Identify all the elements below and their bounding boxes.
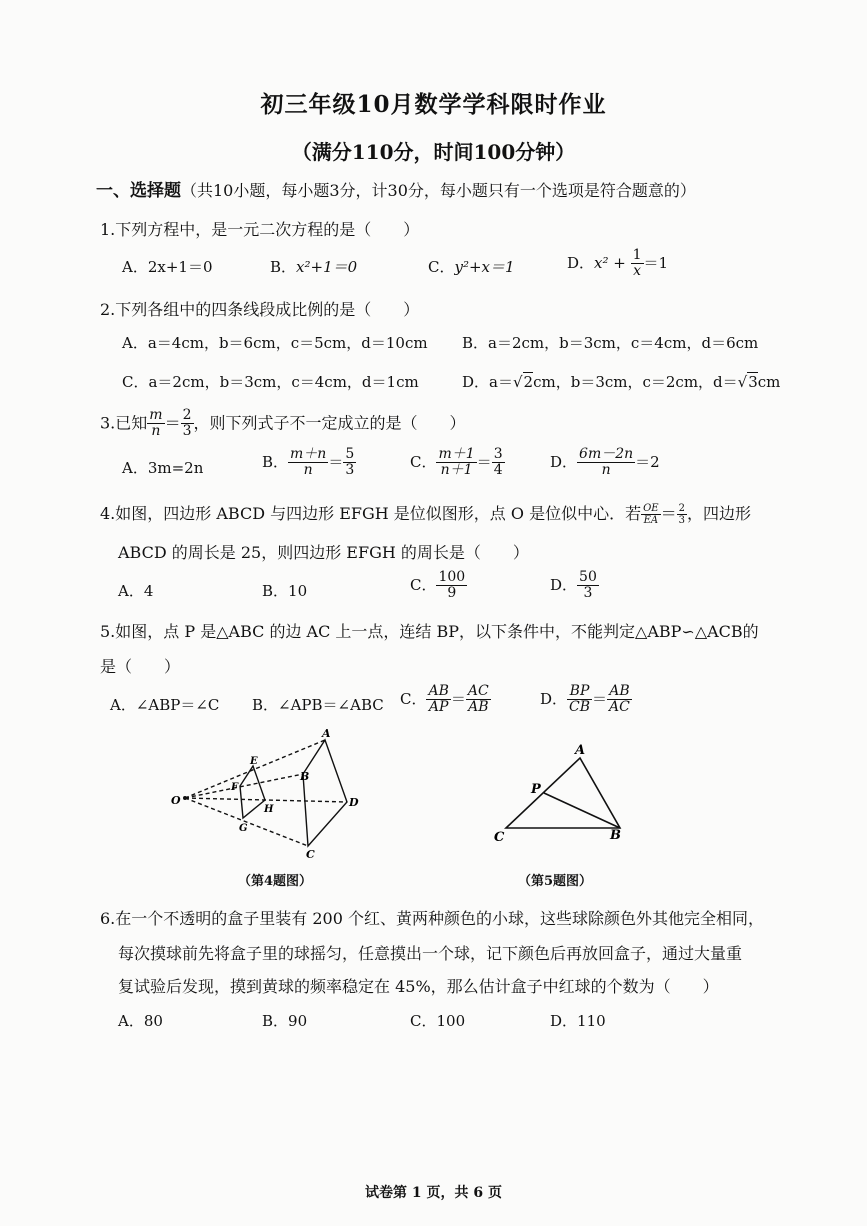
figure-4-caption: （第4题图）	[238, 874, 313, 889]
fraction	[466, 684, 491, 716]
option-label: D．	[550, 452, 578, 471]
fraction	[577, 447, 635, 479]
label-c: C	[306, 848, 315, 861]
question-2-option-c: C．a＝2cm，b＝3cm，c＝4cm，d＝1cm	[122, 373, 419, 391]
option-label: C．	[410, 452, 437, 471]
ray-oc	[185, 798, 308, 846]
question-3-option-a: A．3m=2n	[122, 459, 204, 477]
option-label: C．	[410, 575, 437, 594]
fraction-num: AB	[428, 683, 449, 699]
fraction	[677, 503, 687, 526]
fraction	[607, 684, 632, 716]
fraction	[288, 447, 328, 479]
sqrt-radicand: 3	[748, 373, 758, 391]
fraction-den: n	[151, 423, 161, 440]
fraction	[181, 408, 194, 440]
fraction-num: 1	[632, 247, 642, 263]
fraction	[436, 570, 467, 602]
label-e: E	[250, 756, 258, 767]
option-label: C．	[400, 689, 427, 708]
question-6-line-1: 6.在一个不透明的盒子里装有 200 个红、黄两种颜色的小球，这些球除颜色外其他完全相同，	[100, 909, 764, 928]
question-1-option-c	[428, 256, 515, 277]
fraction	[436, 447, 476, 479]
figure-5-caption: （第5题图）	[518, 874, 593, 889]
fraction-num: 50	[579, 569, 597, 585]
fraction-num: 6m－2n	[579, 446, 634, 462]
label-f: F	[231, 782, 239, 793]
section-title: 一、选择题	[96, 181, 181, 201]
option-label: C．	[428, 258, 455, 276]
question-5-line-1: 5.如图，点 P 是△ABC 的边 AC 上一点，连结 BP，以下条件中，不能判定△ABP∽△ACB的	[100, 622, 759, 641]
fraction	[492, 447, 505, 479]
fraction-den: CB	[569, 699, 591, 716]
question-1-option-a: A．2x+1＝0	[122, 258, 213, 276]
fraction-num: OE	[643, 503, 659, 514]
fraction	[641, 503, 661, 526]
ray-od	[185, 798, 347, 802]
fraction-num: m	[149, 407, 163, 423]
option-label: D．	[550, 575, 578, 594]
question-5-option-d: D． $\frac{BP}{CB}$ ＝ $\frac{AB}{AC}$	[540, 683, 630, 716]
ray-ob	[185, 774, 303, 798]
figure-4	[165, 728, 375, 863]
triangle-abc	[506, 758, 620, 828]
fraction-num: AB	[607, 684, 632, 700]
fraction-num: 2	[678, 503, 685, 514]
option-text: cm，b＝3cm，c＝2cm，d＝	[533, 373, 738, 391]
fraction-den: 3	[583, 585, 593, 602]
label-a: A	[322, 728, 331, 740]
label-h: H	[264, 804, 274, 815]
fraction-den: n＋1	[440, 462, 473, 479]
label-o: O	[171, 794, 181, 807]
question-4-option-c	[410, 570, 467, 602]
stem-text: ，则下列式子不一定成立的是（ ）	[193, 413, 466, 433]
label-g: G	[239, 823, 248, 834]
question-5-option-a: A．∠ABP＝∠C	[110, 696, 220, 714]
fraction	[631, 248, 644, 280]
page-title: 初三年级10月数学学科限时作业	[260, 91, 607, 118]
segment-bp	[544, 793, 620, 828]
fraction-num: 2	[182, 407, 192, 423]
question-5-option-b: B．∠APB＝∠ABC	[252, 696, 384, 714]
stem-text: 4.如图，四边形 ABCD 与四边形 EFGH 是位似图形，点 O 是位似中心．若	[100, 504, 642, 523]
center-point-o	[183, 796, 187, 800]
question-6-option-a: A．80	[118, 1012, 163, 1030]
fraction-den: 4	[493, 462, 503, 479]
fraction-num: BP	[567, 684, 592, 700]
equals: ＝	[164, 413, 181, 433]
page-subtitle: （满分110分，时间100分钟）	[291, 140, 576, 164]
question-5-option-c: C． $\frac{AB}{AP}$ ＝ $\frac{AC}{AB}$	[400, 683, 489, 716]
question-6-option-c: C．100	[410, 1012, 466, 1030]
option-expr: y²+x＝1	[454, 258, 515, 276]
question-1-stem: 1.下列方程中，是一元二次方程的是（ ）	[100, 220, 420, 239]
question-5-line-2: 是（ ）	[100, 657, 181, 676]
question-3-option-d	[550, 447, 660, 479]
option-text: cm	[757, 373, 781, 391]
question-4-line-1: 4.如图，四边形 ABCD 与四边形 EFGH 是位似图形，点 O 是位似中心．若 $\frac{OE}{EA}$ ＝ $\frac{2}{3}$ ，四边形	[100, 503, 752, 526]
question-2-option-b: B．a＝2cm，b＝3cm，c＝4cm，d＝6cm	[462, 334, 759, 352]
option-label: B．	[270, 258, 297, 276]
fraction	[147, 408, 164, 440]
question-4-option-d	[550, 570, 599, 602]
fraction-num: 5	[345, 446, 355, 462]
label-c: C	[494, 830, 505, 845]
question-2-option-d: D．a＝√2cm，b＝3cm，c＝2cm，d＝√3cm	[462, 373, 781, 391]
fraction-den: AC	[609, 699, 630, 716]
question-3-stem	[100, 408, 466, 440]
page-footer: 试卷第 1 页，共 6 页	[365, 1185, 502, 1201]
question-1-option-d	[567, 248, 668, 280]
question-4-line-2: ABCD 的周长是 25，则四边形 EFGH 的周长是（ ）	[118, 543, 529, 562]
stem-text: ，四边形	[687, 504, 752, 523]
question-1-option-b	[270, 256, 357, 277]
fraction-num: 100	[438, 569, 466, 585]
fraction-den: 3	[182, 423, 192, 440]
option-label: D．	[540, 689, 568, 708]
option-expr: x²+1＝0	[296, 258, 358, 276]
question-6-option-b: B．90	[262, 1012, 308, 1030]
question-4-option-b: B．10	[262, 582, 308, 600]
figure-5	[490, 740, 640, 855]
fraction	[343, 447, 356, 479]
question-6-option-d: D．110	[550, 1012, 606, 1030]
fraction-den: EA	[643, 515, 659, 526]
label-p: P	[531, 782, 541, 797]
section-note: （共10小题，每小题3分，计30分，每小题只有一个选项是符合题意的）	[181, 181, 696, 200]
label-a: A	[575, 743, 586, 758]
fraction-den: 3	[345, 462, 355, 479]
stem-text: 3.已知	[100, 413, 148, 433]
question-2-stem: 2.下列各组中的四条线段成比例的是（ ）	[100, 300, 420, 319]
label-b: B	[610, 828, 621, 843]
option-text: ＝2	[635, 452, 660, 471]
fraction-num: 3	[493, 446, 503, 462]
fraction-num: AC	[467, 683, 489, 699]
fraction-den: n	[303, 462, 313, 479]
question-3-option-c: C． $\frac{m+1}{n+1}$ ＝ $\frac{3}{4}$	[410, 446, 503, 479]
fraction	[426, 684, 450, 716]
question-3-option-b: B． $\frac{m+n}{n}$ ＝ $\frac{5}{3}$	[262, 446, 355, 479]
question-2-option-a: A．a＝4cm，b＝6cm，c＝5cm，d＝10cm	[122, 334, 428, 352]
option-expr: x² +	[594, 253, 626, 272]
label-b: B	[300, 770, 310, 783]
fraction-den: 3	[678, 515, 685, 526]
fraction-den: n	[601, 462, 611, 479]
fraction-den: AB	[468, 699, 489, 716]
fraction-num: m＋1	[438, 446, 475, 462]
section-heading	[96, 176, 696, 201]
fraction-den: AP	[428, 699, 449, 716]
fraction	[567, 684, 592, 716]
option-label: D．	[567, 253, 595, 272]
fraction-num: m＋n	[290, 446, 327, 462]
fraction-den: x	[633, 263, 642, 280]
fraction	[577, 570, 599, 602]
option-text: D．a＝	[462, 373, 513, 391]
sqrt-radicand: 2	[523, 373, 534, 391]
fraction-den: 9	[447, 585, 457, 602]
option-expr-tail: ＝1	[643, 253, 669, 272]
question-6-line-2: 每次摸球前先将盒子里的球摇匀，任意摸出一个球，记下颜色后再放回盒子，通过大量重	[118, 944, 743, 963]
question-6-line-3: 复试验后发现，摸到黄球的频率稳定在 45%，那么估计盒子中红球的个数为（ ）	[118, 977, 719, 996]
label-d: D	[349, 796, 359, 809]
quad-abcd	[303, 740, 347, 846]
question-4-option-a: A．4	[118, 582, 154, 600]
option-label: B．	[262, 452, 289, 471]
